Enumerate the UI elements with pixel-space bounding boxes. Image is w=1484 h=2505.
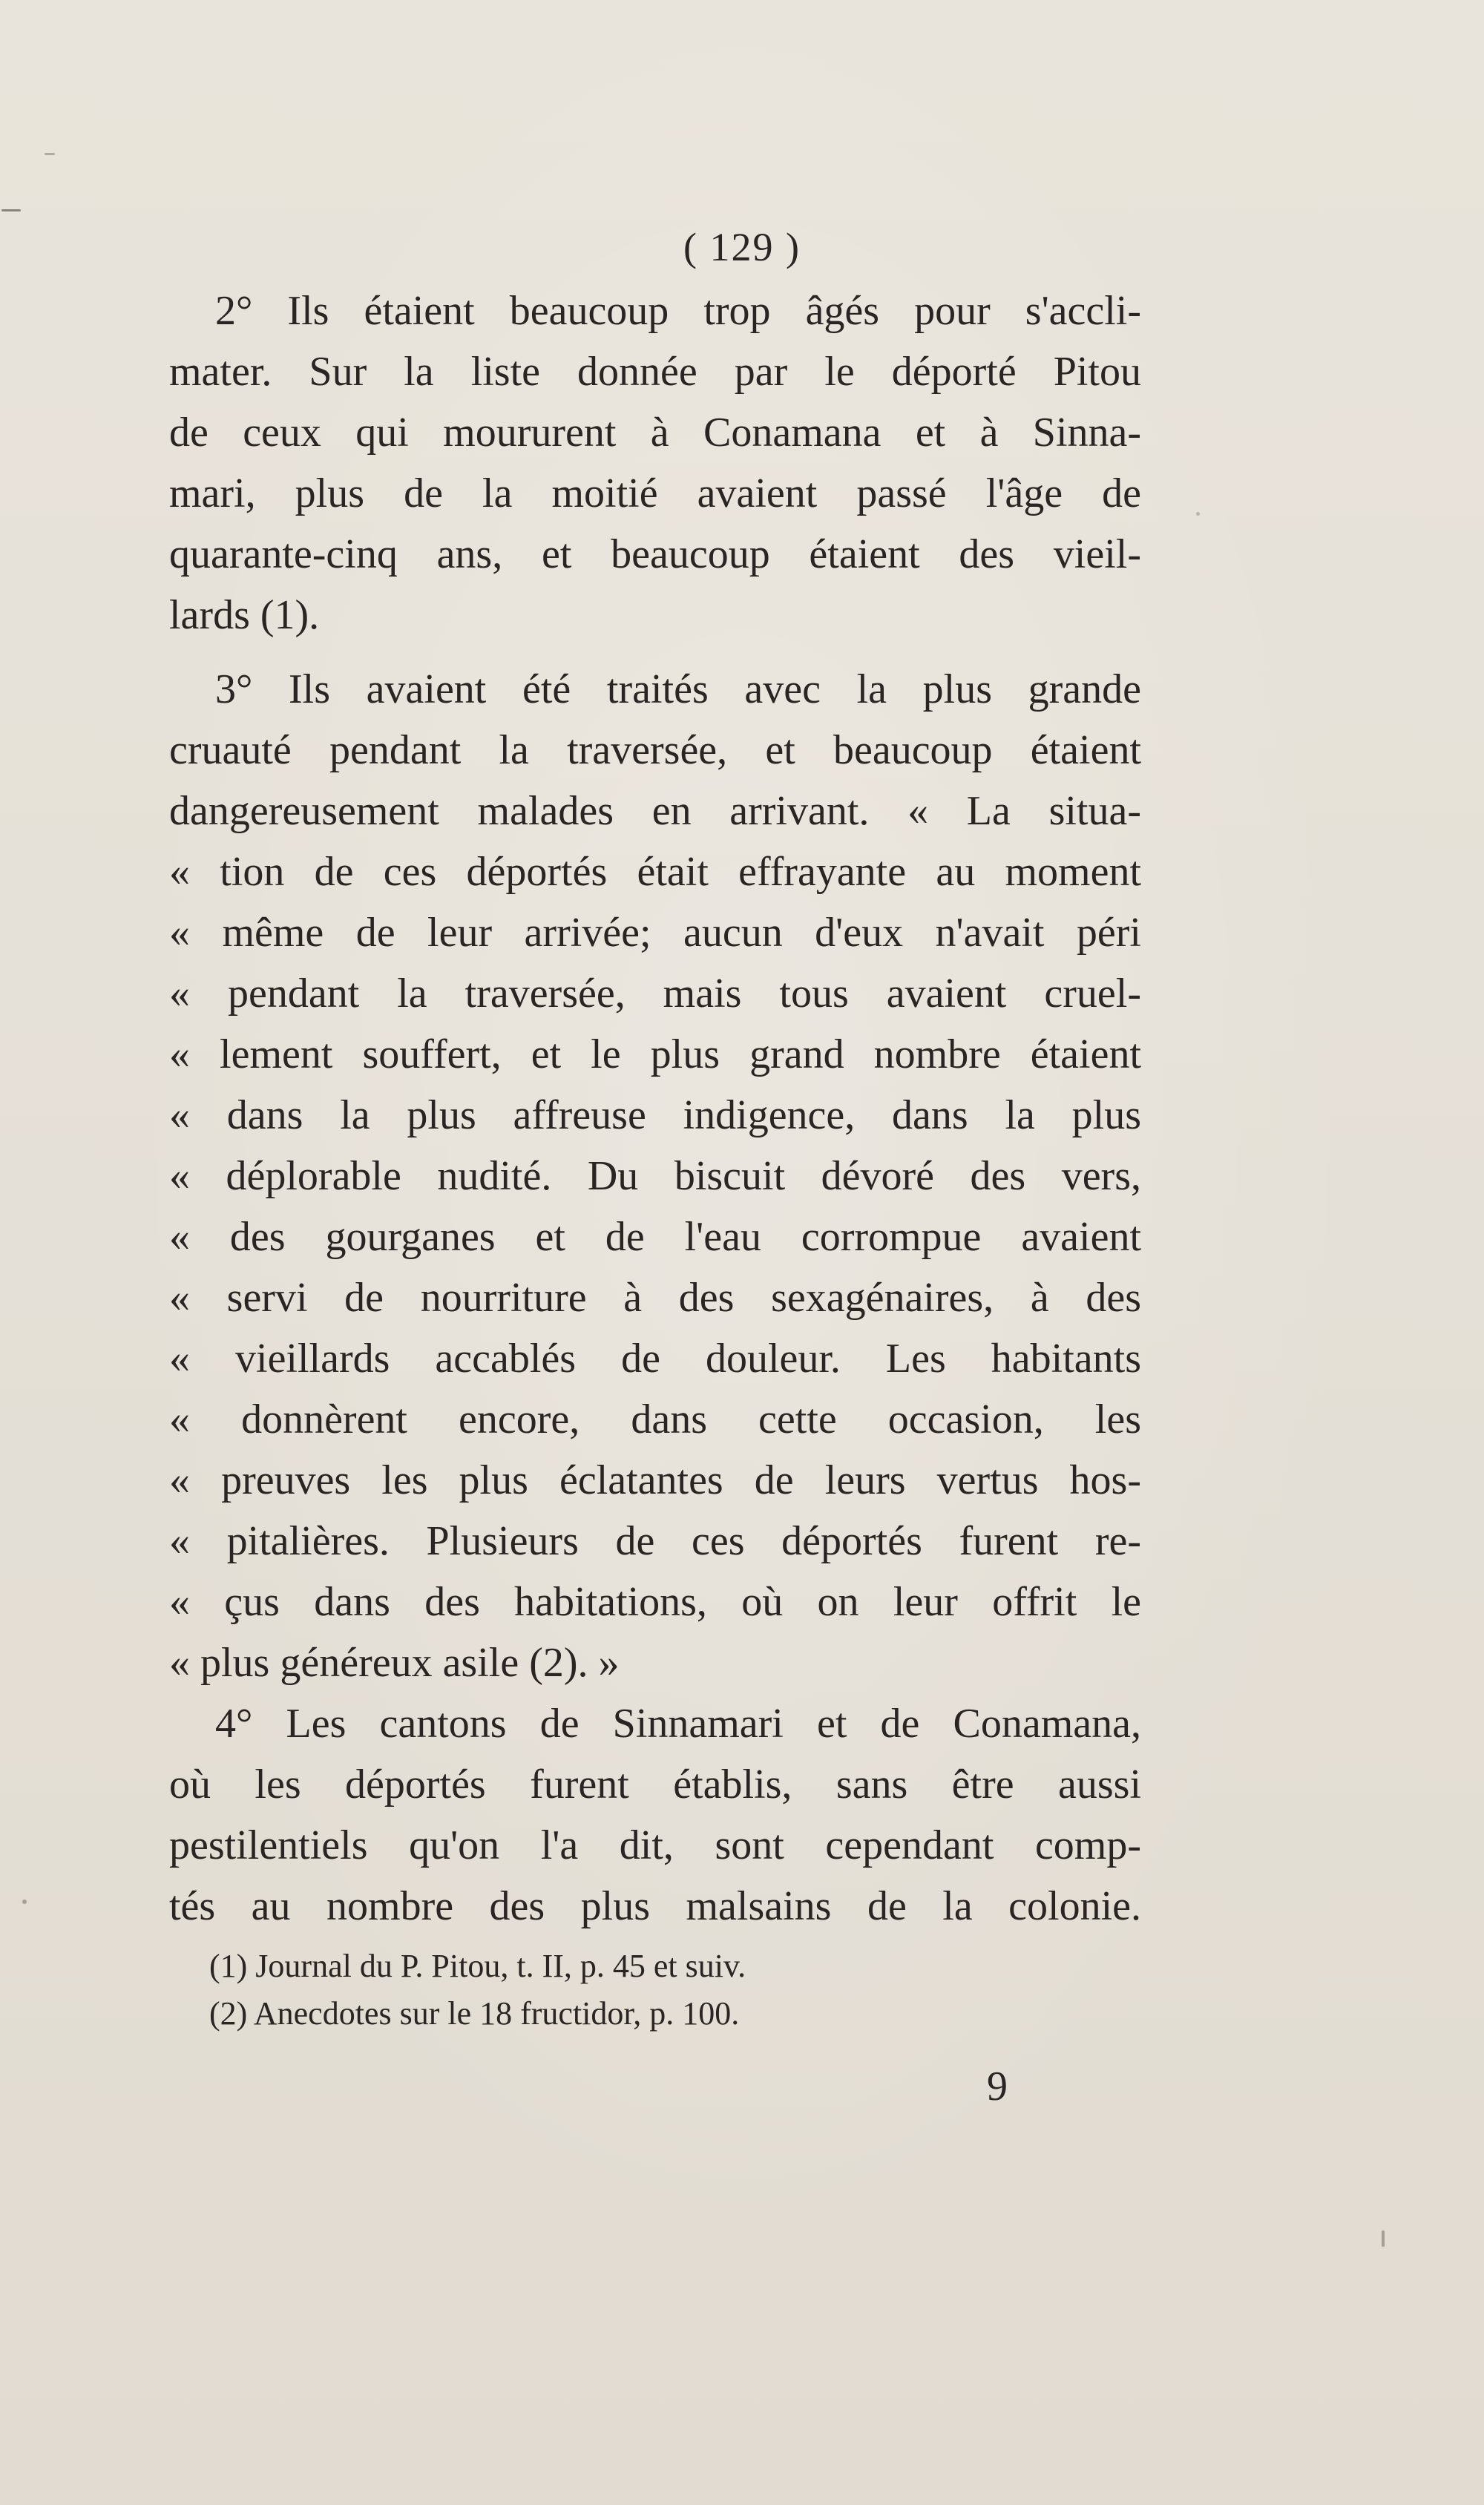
body-line: « pendant la traversée, mais tous avaient cruel- [169,971,1141,1017]
body-line: « plus généreux asile (2). » [169,1640,620,1686]
page-number-header: ( 129 ) [683,225,801,269]
body-line: cruauté pendant la traversée, et beaucoup étaient [169,727,1141,773]
body-line: dangereusement malades en arrivant. « La situa- [169,788,1141,834]
paper-speck [45,153,55,155]
body-line: quarante-cinq ans, et beaucoup étaient des vieil- [169,531,1141,577]
paper-speck [22,1900,27,1904]
body-line: pestilentiels qu'on l'a dit, sont cependant comp- [169,1822,1141,1868]
body-line: 4° Les cantons de Sinnamari et de Conamana, [215,1701,1141,1747]
footnote: (1) Journal du P. Pitou, t. II, p. 45 et suiv. [209,1948,746,1984]
body-line: 2° Ils étaient beaucoup trop âgés pour s'accli- [215,288,1141,334]
body-line: « déplorable nudité. Du biscuit dévoré des vers, [169,1153,1141,1199]
body-line: « çus dans des habitations, où on leur offrit le [169,1579,1141,1625]
body-line: mater. Sur la liste donnée par le déporté Pitou [169,349,1141,395]
body-line: tés au nombre des plus malsains de la colonie. [169,1883,1141,1929]
paper-speck [1382,2230,1385,2247]
body-line: « donnèrent encore, dans cette occasion, les [169,1396,1141,1442]
body-line: « vieillards accablés de douleur. Les habitants [169,1336,1141,1382]
paper-speck [1,209,21,211]
body-line: 3° Ils avaient été traités avec la plus grande [215,666,1141,712]
body-line: « servi de nourriture à des sexagénaires, à des [169,1275,1141,1321]
body-line: « même de leur arrivée; aucun d'eux n'avait péri [169,910,1141,956]
body-line: « des gourganes et de l'eau corrompue avaient [169,1214,1141,1260]
footnotes [209,1943,1025,2038]
body-text [169,280,1141,1937]
body-line: lards (1). [169,592,320,638]
body-line: « preuves les plus éclatantes de leurs vertus hos- [169,1457,1141,1503]
paper-speck [1196,512,1200,516]
body-line: de ceux qui moururent à Conamana et à Sinna- [169,410,1141,456]
body-line: « tion de ces déportés était effrayante au moment [169,849,1141,895]
signature-mark: 9 [987,2064,1008,2110]
body-line: « lement souffert, et le plus grand nombre étaient [169,1031,1141,1077]
body-line: mari, plus de la moitié avaient passé l'âge de [169,470,1141,516]
body-line: où les déportés furent établis, sans être aussi [169,1762,1141,1808]
footnote: (2) Anecdotes sur le 18 fructidor, p. 100. [209,1995,740,2032]
body-line: « dans la plus affreuse indigence, dans la plus [169,1092,1141,1138]
body-line: « pitalières. Plusieurs de ces déportés furent re- [169,1518,1141,1564]
